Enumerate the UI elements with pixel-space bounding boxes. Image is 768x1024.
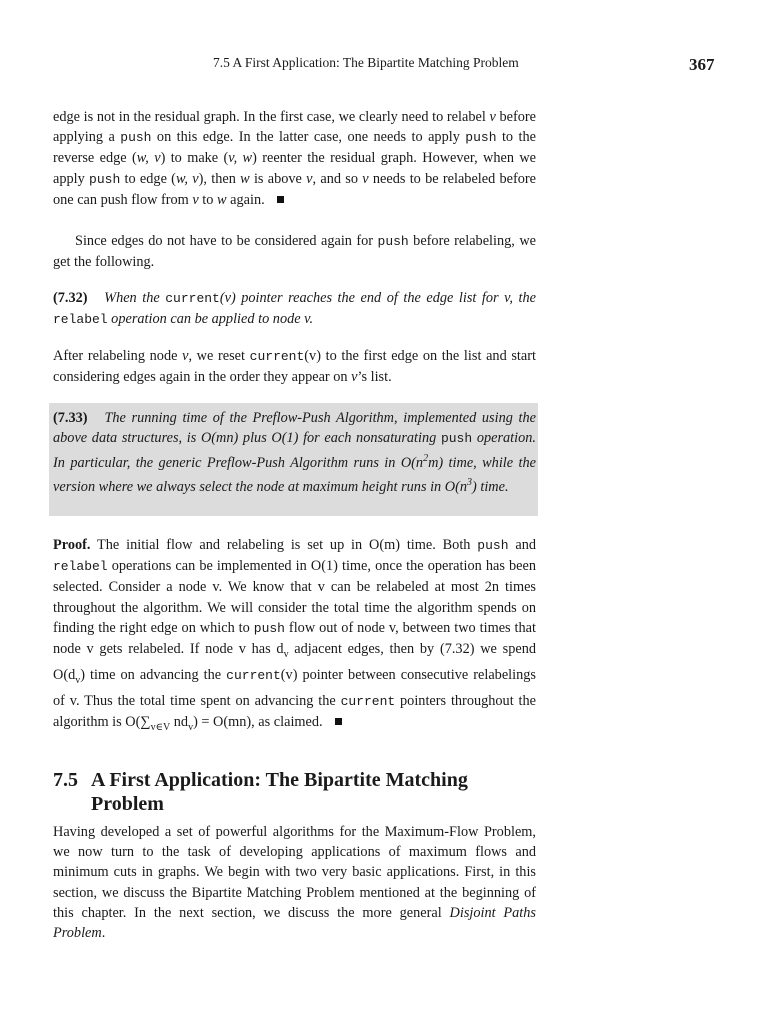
paragraph-reset: After relabeling node v, we reset current(v) to the first edge on the list and start considering edges again in the order they appear on v’s list. [53,348,536,386]
running-header: 7.5 A First Application: The Bipartite Matching Problem [213,55,519,70]
paragraph-proof-end: edge is not in the residual graph. In the first case, we clearly need to relabel v before applying a push on this edge. In the latter case, one needs to apply push to the reverse edge (w, v) to make (v, w) reenter the residual graph. However, when we apply push to edge (w, v), then w is above v, and so v needs to be relabeled before one can push flow from v to w again. [53,109,537,208]
section-intro-paragraph: Having developed a set of powerful algorithms for the Maximum-Flow Problem, we now turn to the task of developing applications of maximum flows and minimum cuts in graphs. We begin with two very basic applications. First, in this section, we discuss the Bipartite Matching Problem mentioned at the beginning of this chapter. In the next section, we discuss the more general Disjoint Paths Problem. [53,824,536,942]
section-heading: 7.5 A First Application: The Bipartite Matching Problem [53,769,468,815]
claim-label: (7.33) [53,410,88,426]
page-number: 367 [689,55,715,74]
qed-symbol [335,718,342,725]
claim-7-32: (7.32) When the current(v) pointer reaches the end of the edge list for v, the relabel operation can be applied to node v. [53,290,536,328]
theorem-box-7-33: (7.33) The running time of the Preflow-Push Algorithm, implemented using the above data structures, is O(mn) plus O(1) for each nonsaturating push operation. In particular, the generic Preflow-Push Algorithm runs in $O(n^2m)$ time, while the version where we always select the node at maximum height runs in $O(n^3)$ time. [49,403,538,516]
proof-paragraph: Proof. The initial flow and relabeling is set up in O(m) time. Both push and relabel operations can be implemented in O(1) time, once the operation has been selected. Consider a node v. We know that v can be relabeled at most 2n times throughout the algorithm. We will consider the total time the algorithm spends on finding the right edge on which to push flow out of node v, between two times that node v gets relabeled. If node v has $d_v$ adjacent edges, then by (7.32) we spend $O(d_v)$ time on advancing the current(v) pointer between consecutive relabelings of v. Thus the total time spent on advancing the current pointers throughout the algorithm is $O(\sum_{v\in V}$ $nd_v) = O(mn)$, as claimed. [53,537,537,734]
claim-label: (7.32) [53,290,88,306]
paragraph-transition: Since edges do not have to be considered again for push before relabeling, we get the following. [53,233,536,271]
qed-symbol [277,196,284,203]
